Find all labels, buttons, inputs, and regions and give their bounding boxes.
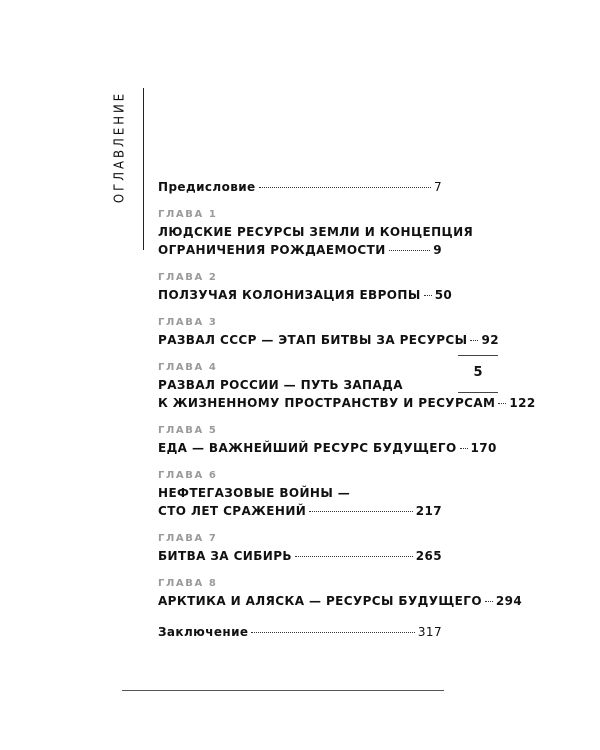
toc-line xyxy=(158,439,497,457)
toc-line xyxy=(158,223,474,241)
table-of-contents xyxy=(158,178,536,654)
dot-leader xyxy=(295,556,413,557)
toc-entry xyxy=(158,578,523,610)
chapter-label: ГЛАВА 3 xyxy=(158,317,218,328)
entry-page-number: 50 xyxy=(434,288,453,302)
entry-title: Заключение xyxy=(158,625,249,639)
toc-heading-vertical xyxy=(104,92,136,202)
toc-line xyxy=(158,592,523,610)
entry-title: АРКТИКА И АЛЯСКА — РЕСУРСЫ БУДУЩЕГО xyxy=(158,594,482,608)
entry-page-number: 170 xyxy=(470,441,497,455)
toc-entry xyxy=(158,533,442,565)
toc-entry xyxy=(158,362,536,412)
toc-line xyxy=(158,241,442,259)
chapter-label: ГЛАВА 5 xyxy=(158,425,218,436)
entry-title: ЕДА — ВАЖНЕЙШИЙ РЕСУРС БУДУЩЕГО xyxy=(158,441,457,455)
toc-line xyxy=(158,331,499,349)
page-number-rule-top xyxy=(458,355,498,356)
entry-title: РАЗВАЛ СССР — ЭТАП БИТВЫ ЗА РЕСУРСЫ xyxy=(158,333,468,347)
chapter-label: ГЛАВА 6 xyxy=(158,470,218,481)
chapter-label: ГЛАВА 4 xyxy=(158,362,218,373)
dot-leader xyxy=(259,187,431,188)
toc-entry xyxy=(158,272,453,304)
dot-leader xyxy=(251,632,414,633)
toc-line xyxy=(158,623,442,641)
dot-leader xyxy=(389,250,431,251)
toc-line xyxy=(158,547,442,565)
entry-page-number: 9 xyxy=(433,243,442,257)
page-number-block xyxy=(458,355,498,393)
entry-title: БИТВА ЗА СИБИРЬ xyxy=(158,549,292,563)
entry-page-number: 317 xyxy=(417,625,442,639)
bottom-divider-line xyxy=(122,690,444,691)
dot-leader xyxy=(498,403,506,404)
entry-title: К ЖИЗНЕННОМУ ПРОСТРАНСТВУ И РЕСУРСАМ xyxy=(158,396,496,410)
toc-line xyxy=(158,394,536,412)
entry-page-number: 294 xyxy=(495,594,523,608)
dot-leader xyxy=(470,340,478,341)
toc-line xyxy=(158,484,442,502)
entry-title: СТО ЛЕТ СРАЖЕНИЙ xyxy=(158,504,307,518)
toc-entry xyxy=(158,425,497,457)
toc-line xyxy=(158,502,442,520)
entry-title: ОГРАНИЧЕНИЯ РОЖДАЕМОСТИ xyxy=(158,243,386,257)
toc-entry xyxy=(158,623,442,641)
dot-leader xyxy=(424,295,432,296)
entry-title: Предисловие xyxy=(158,180,256,194)
page-number: 5 xyxy=(473,365,483,380)
toc-entry xyxy=(158,209,474,259)
chapter-label: ГЛАВА 7 xyxy=(158,533,218,544)
toc-entry xyxy=(158,317,499,349)
toc-line xyxy=(158,376,442,394)
entry-page-number: 217 xyxy=(415,504,442,518)
entry-page-number: 7 xyxy=(433,180,442,194)
toc-entry xyxy=(158,470,442,520)
toc-entry xyxy=(158,178,442,196)
toc-line xyxy=(158,178,442,196)
entry-title: ПОЛЗУЧАЯ КОЛОНИЗАЦИЯ ЕВРОПЫ xyxy=(158,288,421,302)
dot-leader xyxy=(309,511,413,512)
entry-title: НЕФТЕГАЗОВЫЕ ВОЙНЫ — xyxy=(158,486,351,500)
toc-heading-text: ОГЛАВЛЕНИЕ xyxy=(112,90,128,204)
entry-page-number: 122 xyxy=(509,396,536,410)
entry-page-number: 92 xyxy=(481,333,499,347)
chapter-label: ГЛАВА 8 xyxy=(158,578,218,589)
entry-title: ЛЮДСКИЕ РЕСУРСЫ ЗЕМЛИ И КОНЦЕПЦИЯ xyxy=(158,225,474,239)
toc-line xyxy=(158,286,453,304)
dot-leader xyxy=(460,448,468,449)
page-number-rule-bottom xyxy=(458,392,498,393)
entry-title: РАЗВАЛ РОССИИ — ПУТЬ ЗАПАДА xyxy=(158,378,403,392)
heading-divider-line xyxy=(143,88,144,250)
entry-page-number: 265 xyxy=(415,549,442,563)
dot-leader xyxy=(485,601,493,602)
chapter-label: ГЛАВА 2 xyxy=(158,272,218,283)
chapter-label: ГЛАВА 1 xyxy=(158,209,218,220)
